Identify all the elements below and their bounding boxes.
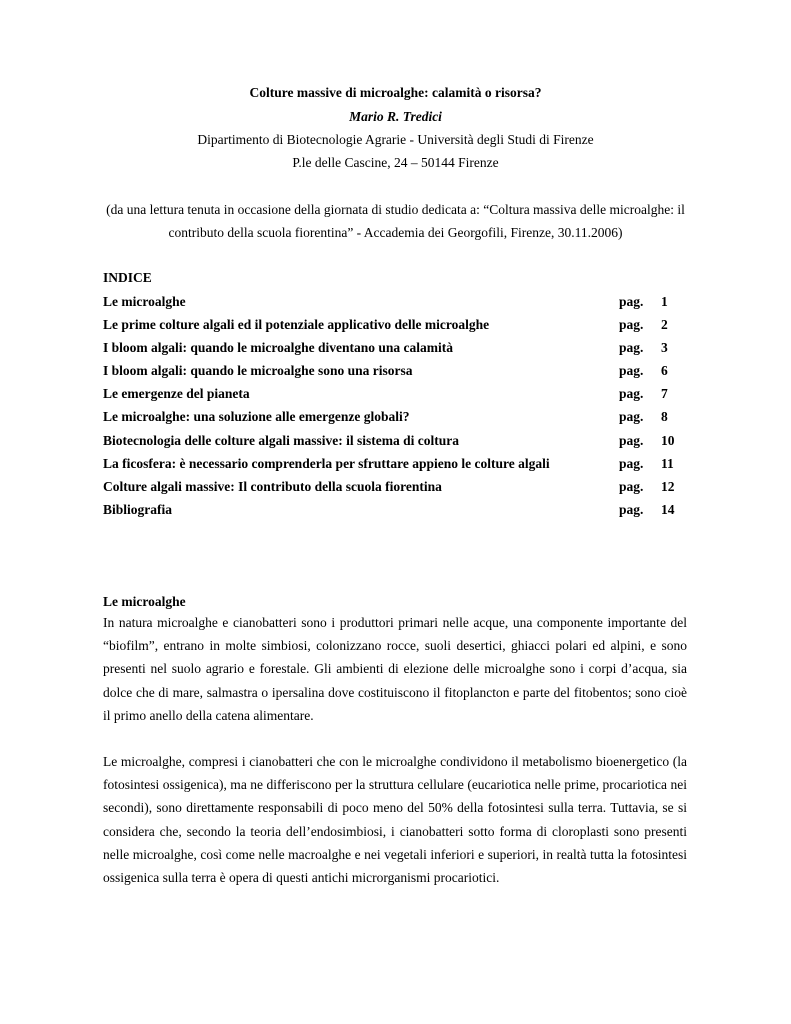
- toc-entry-title: I bloom algali: quando le microalghe diventano una calamità: [103, 340, 454, 356]
- toc-entry-title: Le prime colture algali ed il potenziale applicativo delle microalghe: [103, 317, 490, 333]
- address: P.le delle Cascine, 24 – 50144 Firenze: [292, 155, 499, 170]
- toc-entry-page-number: 7: [661, 386, 668, 402]
- toc-entry-page-number: 11: [661, 455, 674, 471]
- lecture-note-line-2: contributo della scuola fiorentina” - Accademia dei Georgofili, Firenze, 30.11.2006): [168, 225, 623, 240]
- toc-entry-page-number: 2: [661, 317, 668, 333]
- toc-entry-title: Bibliografia: [103, 501, 173, 517]
- toc-entry: [103, 456, 693, 479]
- toc-entry-title: Le microalghe: una soluzione alle emergenze globali?: [103, 409, 410, 425]
- toc-entry-page-number: 10: [661, 432, 675, 448]
- toc-entry-pag-label: pag.: [619, 455, 644, 471]
- document-title: Colture massive di microalghe: calamità o risorsa?: [249, 85, 542, 100]
- body-paragraph: Le microalghe, compresi i cianobatteri che con le microalghe condividono il metabolismo bioenergetico (la fotosintesi ossigenica), ma ne differiscono per la struttura cellulare (eucariotica nelle prime, procariotica nei secondi), sono direttamente responsabili di poco meno del 50% della fotosintesi sulla terra. Tuttavia, se si considera che, secondo la teoria dell’endosimbiosi, i cianobatteri sotto forma di cloroplasti sono presenti nelle microalghe, così come nelle macroalghe e nei vegetali inferiori e superiori, in realtà tutta la fotosintesi ossigenica sulla terra è opera di questi antichi microrganismi procariotici.: [103, 754, 687, 886]
- table-of-contents: [103, 294, 693, 525]
- toc-entry: [103, 409, 693, 432]
- toc-entry-pag-label: pag.: [619, 363, 644, 379]
- toc-entry-pag-label: pag.: [619, 432, 644, 448]
- toc-entry: [103, 479, 693, 502]
- toc-entry-pag-label: pag.: [619, 317, 644, 333]
- toc-entry: [103, 433, 693, 456]
- toc-entry: [103, 386, 693, 409]
- department: Dipartimento di Biotecnologie Agrarie - Università degli Studi di Firenze: [197, 132, 594, 147]
- toc-entry-title: Le microalghe: [103, 294, 186, 309]
- toc-entry-pag-label: pag.: [619, 501, 644, 517]
- toc-entry: [103, 294, 693, 317]
- toc-entry-page-number: 6: [661, 363, 668, 379]
- section-heading: Le microalghe: [103, 594, 186, 609]
- toc-entry-title: Biotecnologia delle colture algali massive: il sistema di coltura: [103, 432, 459, 448]
- toc-entry-title: Colture algali massive: Il contributo della scuola fiorentina: [103, 478, 442, 494]
- toc-entry-page-number: 14: [661, 501, 675, 517]
- toc-entry-pag-label: pag.: [619, 340, 644, 356]
- toc-entry: [103, 317, 693, 340]
- toc-entry-page-number: 1: [661, 294, 668, 309]
- toc-entry: [103, 363, 693, 386]
- toc-entry: [103, 340, 693, 363]
- toc-entry-title: Le emergenze del pianeta: [103, 386, 250, 402]
- author-name: Mario R. Tredici: [349, 109, 442, 124]
- toc-entry: [103, 502, 693, 525]
- toc-entry-pag-label: pag.: [619, 409, 644, 425]
- index-heading: INDICE: [103, 270, 152, 285]
- toc-entry-pag-label: pag.: [619, 386, 644, 402]
- toc-entry-page-number: 12: [661, 478, 675, 494]
- toc-entry-pag-label: pag.: [619, 294, 644, 309]
- toc-entry-page-number: 3: [661, 340, 668, 356]
- toc-entry-page-number: 8: [661, 409, 668, 425]
- body-paragraph: In natura microalghe e cianobatteri sono i produttori primari nelle acque, una componente importante del “biofilm”, entrano in molte simbiosi, colonizzano rocce, suoli desertici, ghiacci polari ed alpini, e sono presenti nel suolo agrario e forestale. Gli ambienti di elezione delle microalghe sono i corpi d’acqua, sia dolce che di mare, salmastra o ipersalina dove costituiscono il fitoplancton e parte del fitobentos; sono cioè il primo anello della catena alimentare.: [103, 615, 687, 723]
- lecture-note-line-1: (da una lettura tenuta in occasione della giornata di studio dedicata a: “Coltura massiva delle microalghe: il: [106, 202, 685, 217]
- toc-entry-title: I bloom algali: quando le microalghe sono una risorsa: [103, 363, 413, 379]
- toc-entry-title: La ficosfera: è necessario comprenderla per sfruttare appieno le colture algali: [103, 455, 550, 471]
- toc-entry-pag-label: pag.: [619, 478, 644, 494]
